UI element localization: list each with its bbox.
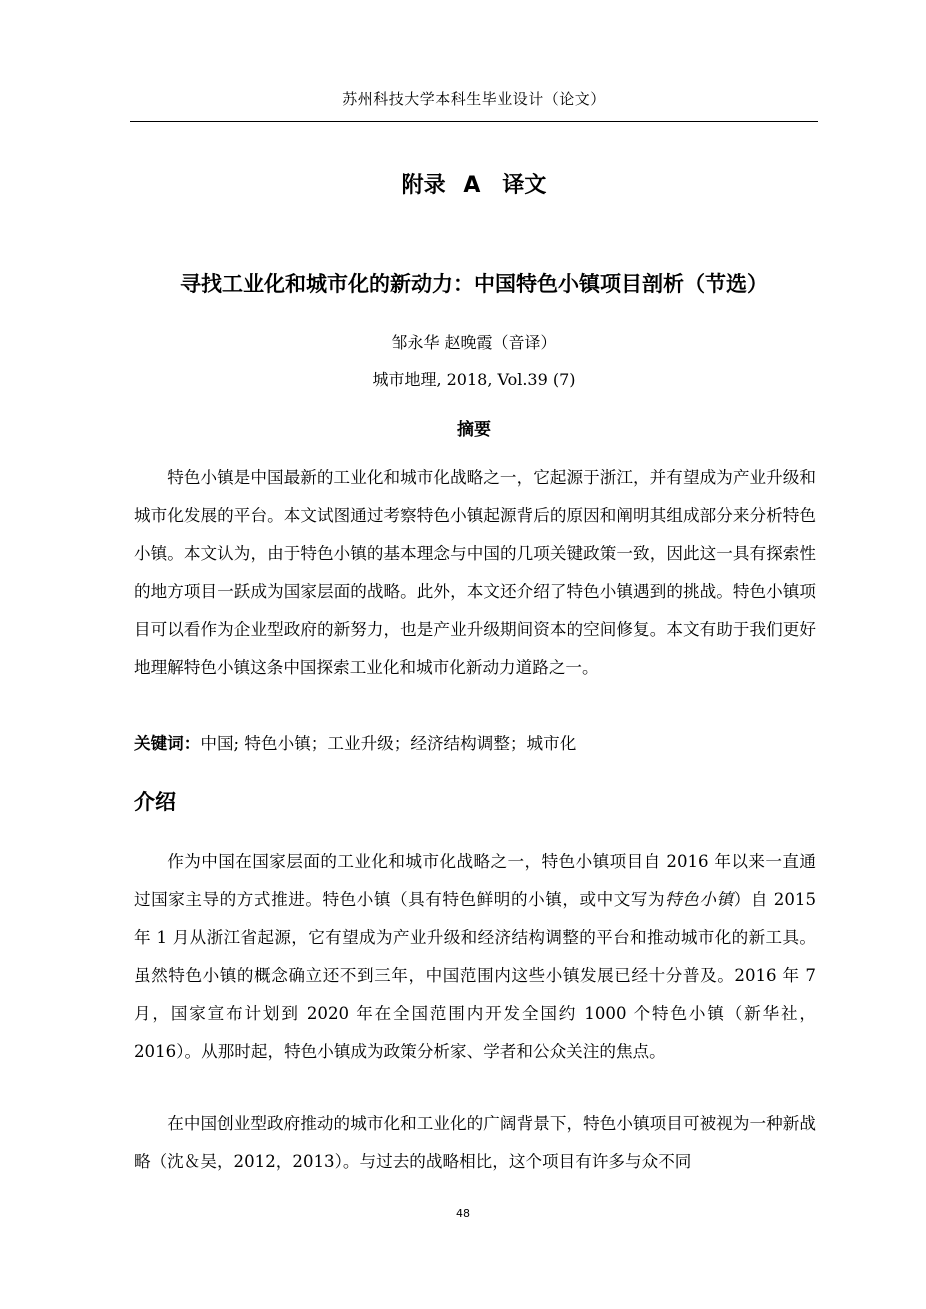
article-title: 寻找工业化和城市化的新动力：中国特色小镇项目剖析（节选） — [180, 272, 768, 296]
abstract-heading: 摘要 — [457, 420, 491, 440]
header-divider — [130, 121, 818, 122]
keywords-label: 关键词： — [134, 734, 201, 753]
article-citation: 城市地理, 2018, Vol.39 (7) — [372, 370, 576, 389]
introduction-heading: 介绍 — [134, 790, 176, 814]
running-header: 苏州科技大学本科生毕业设计（论文） — [342, 90, 606, 108]
intro-p1-italic-term: 特色小镇 — [665, 890, 734, 909]
keywords-line — [134, 729, 816, 759]
introduction-paragraph-1 — [134, 843, 816, 1071]
appendix-title: 附录 A 译文 — [401, 173, 547, 198]
abstract-paragraph: 特色小镇是中国最新的工业化和城市化战略之一，它起源于浙江，并有望成为产业升级和城市化发展的平台。本文试图通过考察特色小镇起源背后的原因和阐明其组成部分来分析特色小镇。本文认为，由于特色小镇的基本理念与中国的几项关键政策一致，因此这一具有探索性的地方项目一跃成为国家层面的战略。此外，本文还介绍了特色小镇遇到的挑战。特色小镇项目可以看作为企业型政府的新努力，也是产业升级期间资本的空间修复。本文有助于我们更好地理解特色小镇这条中国探索工业化和城市化新动力道路之一。 — [134, 468, 816, 677]
page-number: 48 — [456, 1207, 470, 1220]
intro-p1-text-b: ）自 2015 年 1 月从浙江省起源，它有望成为产业升级和经济结构调整的平台和推动城市化的新工具。虽然特色小镇的概念确立还不到三年，中国范围内这些小镇发展已经十分普及。2016 年 7 月，国家宣布计划到 2020 年在全国范围内开发全国约 1000 个特色小镇（新华社，2016）。从那时起，特色小镇成为政策分析家、学者和公众关注的焦点。 — [134, 890, 816, 1061]
intro-p1-text-a: 作为中国在国家层面的工业化和城市化战略之一，特色小镇项目自 2016 年以来一直通过国家主导的方式推进。特色小镇（具有特色鲜明的小镇，或中文写为 — [134, 852, 816, 909]
keywords-text: 中国; 特色小镇；工业升级；经济结构调整；城市化 — [200, 734, 577, 753]
introduction-paragraph-2: 在中国创业型政府推动的城市化和工业化的广阔背景下，特色小镇项目可被视为一种新战略（沈＆吴，2012，2013）。与过去的战略相比，这个项目有许多与众不同 — [134, 1114, 816, 1171]
article-authors: 邹永华 赵晚霞（音译） — [391, 333, 557, 352]
